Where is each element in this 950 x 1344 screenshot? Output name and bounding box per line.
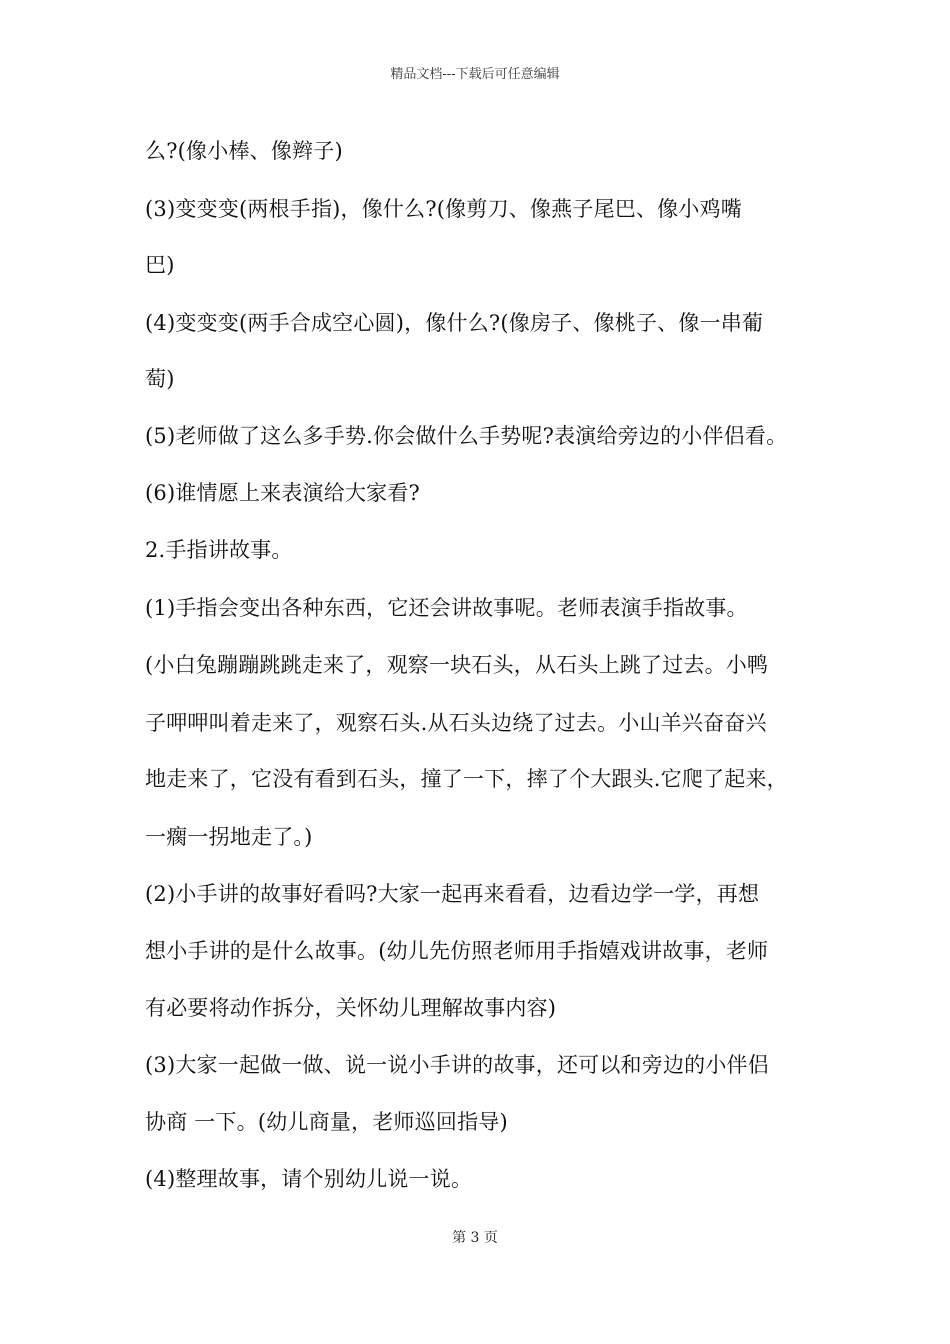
page-header: 精品文档---下载后可任意编辑 xyxy=(390,67,560,82)
body-line: (4)变变变(两手合成空心圆)，像什么?(像房子、像桃子、像一串葡 xyxy=(145,311,764,335)
body-line: (3)变变变(两根手指)，像什么?(像剪刀、像燕子尾巴、像小鸡嘴 xyxy=(145,197,742,221)
body-line: 么?(像小棒、像辫子) xyxy=(145,139,343,163)
body-line: (1)手指会变出各种东西，它还会讲故事呢。老师表演手指故事。 xyxy=(145,596,748,620)
body-line: 2.手指讲故事。 xyxy=(145,538,293,562)
body-line: 子呷呷叫着走来了，观察石头.从石头边绕了过去。小山羊兴奋奋兴 xyxy=(145,711,767,735)
body-line: (小白兔蹦蹦跳跳走来了，观察一块石头，从石头上跳了过去。小鸭 xyxy=(145,653,769,677)
body-line: 一瘸一拐地走了。) xyxy=(145,825,313,849)
body-line: 有必要将动作拆分，关怀幼儿理解故事内容) xyxy=(145,996,557,1020)
body-line: 协商 一下。(幼儿商量，老师巡回指导) xyxy=(145,1110,508,1134)
page-number: 第 3 页 xyxy=(452,1230,498,1246)
body-line: (5)老师做了这么多手势.你会做什么手势呢?表演给旁边的小伴侣看。 xyxy=(145,424,788,448)
body-line: 萄) xyxy=(145,367,175,391)
body-line: 巴) xyxy=(145,253,175,277)
body-line: (4)整理故事，请个别幼儿说一说。 xyxy=(145,1167,473,1191)
body-line: (6)谁情愿上来表演给大家看? xyxy=(145,481,421,505)
body-line: (3)大家一起做一做、说一说小手讲的故事，还可以和旁边的小伴侣 xyxy=(145,1053,769,1077)
body-line: 想小手讲的是什么故事。(幼儿先仿照老师用手指嬉戏讲故事，老师 xyxy=(145,939,769,963)
body-line: 地走来了，它没有看到石头，撞了一下，摔了个大跟头.它爬了起来， xyxy=(145,767,788,791)
body-line: (2)小手讲的故事好看吗?大家一起再来看看，边看边学一学，再想 xyxy=(145,882,760,906)
